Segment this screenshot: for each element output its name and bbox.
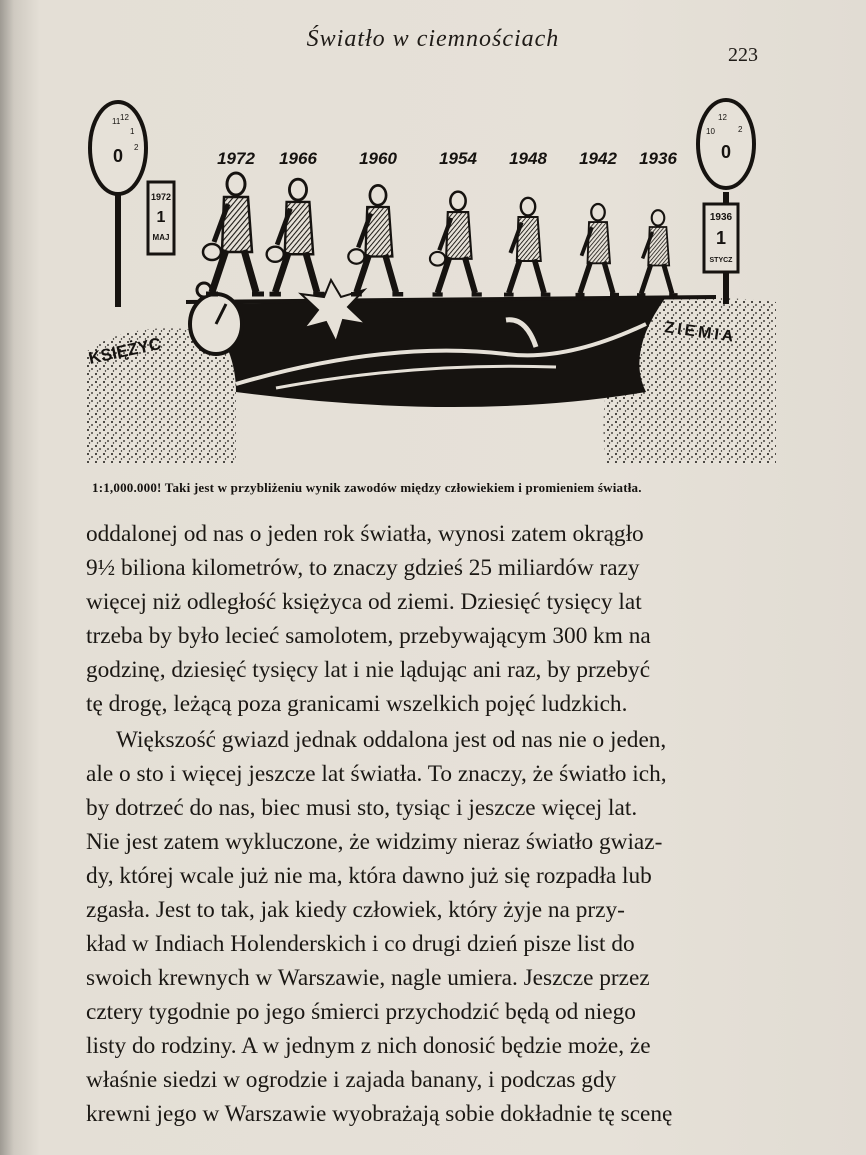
- left-clock-number: 2: [134, 143, 139, 152]
- text-line: trzeba by było lecieć samolotem, przebywającym 300 km na: [86, 623, 651, 649]
- right-clock-number: 2: [738, 125, 743, 134]
- right-calendar: [704, 204, 738, 272]
- earth-label: ZIEMIA: [663, 319, 738, 347]
- walking-man-figure: [576, 204, 620, 295]
- year-label: 1948: [509, 149, 547, 168]
- text-line: kład w Indiach Holenderskich i co drugi dzień pisze list do: [86, 931, 635, 957]
- left-clock-number: 1: [130, 127, 135, 136]
- walking-man-figure: [504, 198, 550, 295]
- year-label: 1954: [439, 149, 477, 168]
- left-calendar: [148, 182, 174, 254]
- right-clock-digit: 0: [720, 142, 732, 162]
- paragraph: [86, 517, 766, 721]
- left-clock-number: 11: [112, 117, 121, 126]
- text-line: oddalonej od nas o jeden rok światła, wynosi zatem okrągło: [86, 521, 644, 547]
- year-labels: [217, 149, 677, 168]
- figure-caption: 1:1,000.000! Taki jest w przybliżeniu wynik zawodów między człowiekiem i promieniem światła.: [92, 480, 642, 495]
- walking-man-figure: [203, 173, 264, 294]
- year-label: 1960: [359, 149, 397, 168]
- text-line: Nie jest zatem wykluczone, że widzimy nieraz światło gwiaz-: [86, 829, 663, 855]
- left-calendar-day: 1: [156, 209, 166, 226]
- text-line: dy, której wcale już nie ma, która dawno już się rozpadła lub: [86, 863, 652, 889]
- left-calendar-month: MAJ: [152, 233, 170, 242]
- body-text: [86, 517, 766, 1131]
- right-clock-number: 10: [706, 127, 715, 136]
- text-line: zgasła. Jest to tak, jak kiedy człowiek, który żyje na przy-: [86, 897, 625, 923]
- text-line: 9½ biliona kilometrów, to znaczy gdzieś 25 miliardów razy: [86, 555, 640, 581]
- walking-man-figure: [430, 192, 482, 295]
- right-calendar-day: 1: [715, 228, 727, 248]
- text-line: ale o sto i więcej jeszcze lat światła. To znaczy, że światło ich,: [86, 761, 667, 787]
- left-clock-digit: 0: [112, 146, 124, 166]
- walker-figures: [203, 173, 678, 295]
- year-label: 1972: [217, 149, 255, 168]
- walking-man-figure: [267, 179, 325, 294]
- text-line: listy do rodziny. A w jednym z nich donosić będzie może, że: [86, 1033, 651, 1059]
- text-line: więcej niż odległość księżyca od ziemi. Dziesięć tysięcy lat: [86, 589, 642, 615]
- text-line: krewni jego w Warszawie wyobrażają sobie dokładnie tę scenę: [86, 1101, 673, 1127]
- paragraph: [86, 723, 766, 1131]
- page-number: 223: [728, 44, 758, 66]
- moon-label: KSIĘŻYC: [86, 334, 163, 368]
- text-line: właśnie siedzi w ogrodzie i zajada banany, i podczas gdy: [86, 1067, 617, 1093]
- right-calendar-month: STYCZ: [709, 257, 733, 264]
- text-line: tę drogę, leżącą poza granicami wszelkich pojęć ludzkich.: [86, 691, 628, 717]
- race-illustration: [86, 92, 776, 464]
- year-label: 1936: [639, 149, 677, 168]
- year-label: 1942: [579, 149, 617, 168]
- right-clock-number: 12: [718, 113, 727, 122]
- year-label: 1966: [279, 149, 317, 168]
- walking-man-figure: [637, 210, 678, 295]
- text-line: by dotrzeć do nas, biec musi sto, tysiąc i jeszcze więcej lat.: [86, 795, 638, 821]
- text-line: swoich krewnych w Warszawie, nagle umiera. Jeszcze przez: [86, 965, 650, 991]
- space-void: [196, 297, 666, 407]
- text-line: godzinę, dziesięć tysięcy lat i nie lądując ani raz, by przebyć: [86, 657, 651, 683]
- left-calendar-year: 1972: [150, 192, 172, 202]
- text-line: Większość gwiazd jednak oddalona jest od nas nie o jeden,: [116, 727, 667, 753]
- walking-man-figure: [348, 185, 403, 294]
- text-line: cztery tygodnie po jego śmierci przychodzić będą od niego: [86, 999, 636, 1025]
- left-clock-icon: [90, 102, 146, 307]
- left-clock-number: 12: [120, 113, 129, 122]
- running-header-title: Światło w ciemnościach: [306, 26, 560, 52]
- right-calendar-year: 1936: [709, 212, 733, 223]
